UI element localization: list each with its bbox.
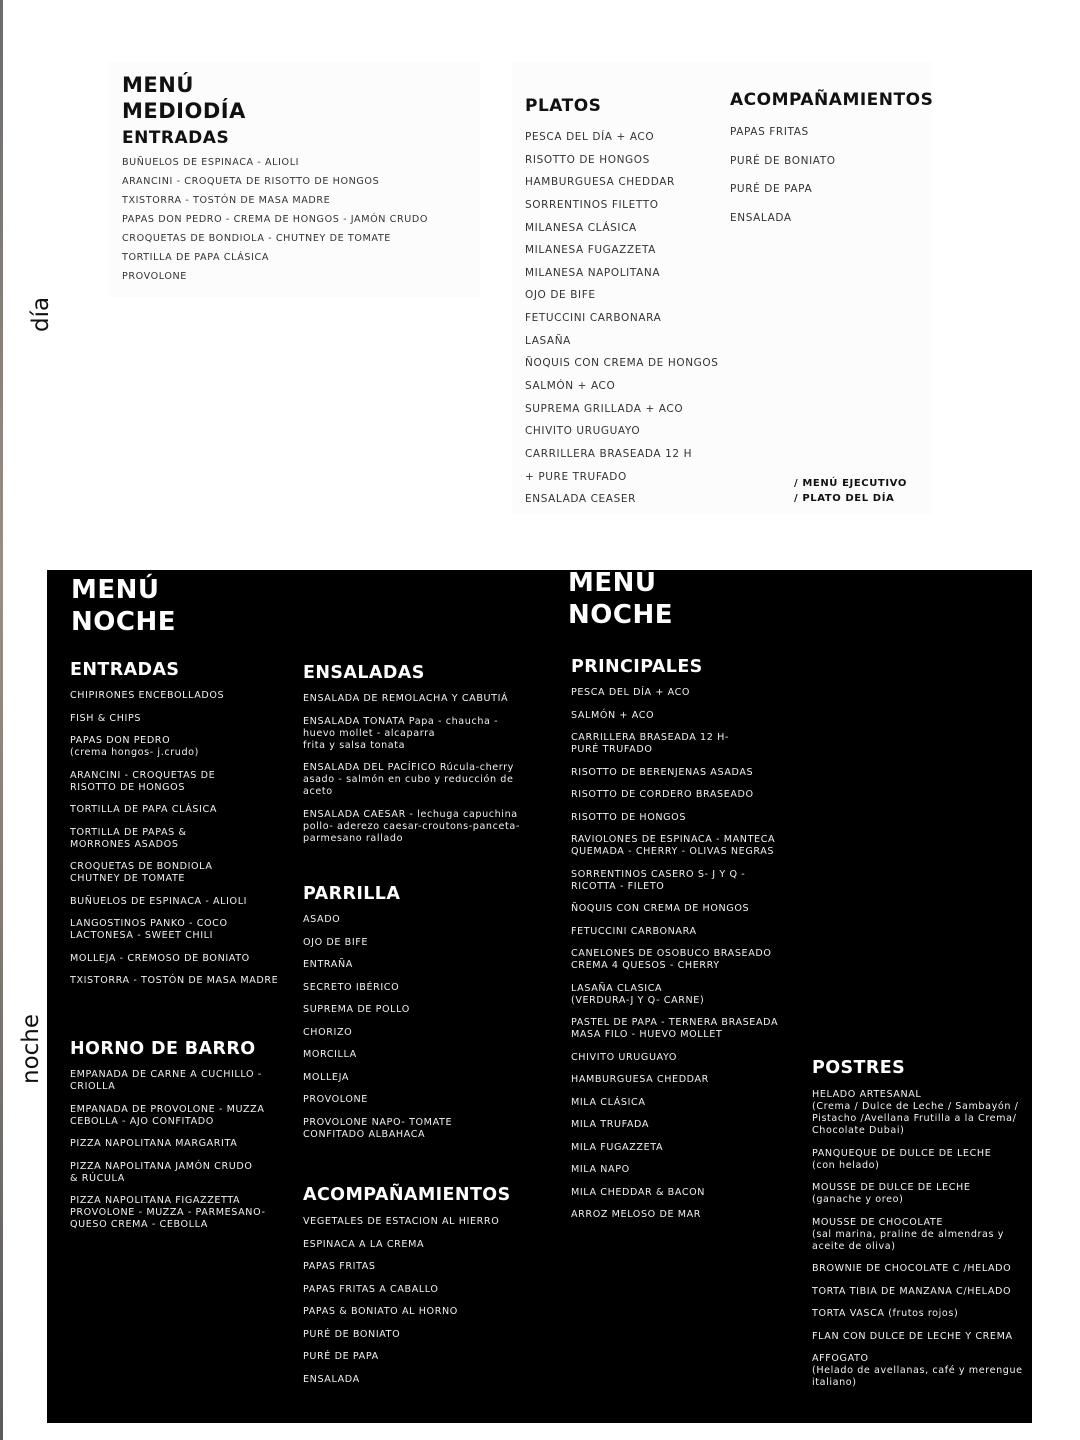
list-item: SALMÓN + ACO: [525, 380, 616, 393]
list-item: PIZZA NAPOLITANA MARGARITA: [70, 1138, 238, 1149]
list-item: MOUSSE DE CHOCOLATE (sal marina, praline de almendras y aceite de oliva): [812, 1216, 1005, 1252]
night-principales-heading: PRINCIPALES: [571, 657, 703, 677]
list-item: ARROZ MELOSO DE MAR: [571, 1209, 702, 1220]
list-item: LASAÑA CLASICA (VERDURA-J Y Q- CARNE): [571, 982, 705, 1006]
list-item: AFFOGATO (Helado de avellanas, café y merengue italiano): [812, 1353, 1023, 1388]
list-item: MOLLEJA - CREMOSO DE BONIATO: [70, 952, 250, 964]
list-item: PAPAS FRITAS: [303, 1261, 376, 1272]
list-item: FETUCCINI CARBONARA: [525, 312, 662, 325]
list-item: LANGOSTINOS PANKO - COCO LACTONESA - SWEET CHILI: [70, 918, 228, 941]
footer-note-dish-of-day: / PLATO DEL DÍA: [794, 493, 895, 504]
night-parrilla-list: [303, 914, 543, 1151]
list-item: PAPAS FRITAS A CABALLO: [303, 1283, 439, 1295]
list-item: ARANCINI - CROQUETA DE RISOTTO DE HONGOS: [122, 176, 380, 187]
list-item: ENTRAÑA: [303, 959, 353, 970]
list-item: PAPAS DON PEDRO - CREMA DE HONGOS - JAMÓN CRUDO: [122, 214, 428, 225]
list-item: PAPAS FRITAS: [730, 126, 809, 138]
list-item: CHORIZO: [303, 1026, 353, 1038]
list-item: MILA CHEDDAR & BACON: [571, 1186, 706, 1198]
list-item: TORTILLA DE PAPA CLÁSICA: [70, 804, 218, 815]
list-item: PAPAS & BONIATO AL HORNO: [303, 1306, 458, 1317]
list-item: ENSALADA: [303, 1373, 360, 1385]
side-label-day: día: [28, 296, 54, 332]
list-item: HELADO ARTESANAL (Crema / Dulce de Leche / Sambayón / Pistacho /Avellana Frutilla a la Crema/ Chocolate Dubai): [812, 1089, 1019, 1136]
list-item: MOUSSE DE DULCE DE LECHE (ganache y oreo): [812, 1182, 971, 1205]
night-menu-title-right: MENÚ NOCHE: [568, 568, 673, 630]
list-item: MOLLEJA: [303, 1071, 350, 1083]
list-item: HAMBURGUESA CHEDDAR: [525, 176, 675, 189]
day-entradas-list: [122, 153, 428, 286]
list-item: CROQUETAS DE BONDIOLA CHUTNEY DE TOMATE: [70, 861, 213, 884]
list-item: ENSALADA TONATA Papa - chaucha - huevo mollet - alcaparra frita y salsa tonata: [303, 715, 499, 751]
list-item: EMPANADA DE CARNE A CUCHILLO - CRIOLLA: [70, 1069, 262, 1092]
list-item: ESPINACA A LA CREMA: [303, 1238, 425, 1250]
list-item: BUÑUELOS DE ESPINACA - ALIOLI: [70, 895, 248, 907]
footer-note-executive: / MENÚ EJECUTIVO: [794, 478, 907, 489]
list-item: PAPAS DON PEDRO (crema hongos- j.crudo): [70, 735, 199, 758]
list-item: PROVOLONE: [122, 271, 187, 282]
list-item: PIZZA NAPOLITANA JAMÓN CRUDO & RÚCULA: [70, 1160, 253, 1184]
list-item: LASAÑA: [525, 334, 571, 347]
list-item: MORCILLA: [303, 1049, 357, 1060]
list-item: PROVOLONE NAPO- TOMATE CONFITADO ALBAHACA: [303, 1116, 453, 1140]
day-menu-title: MENÚ MEDIODÍA: [122, 73, 246, 123]
night-horno-heading: HORNO DE BARRO: [70, 1039, 256, 1059]
night-entradas-list: [70, 690, 290, 998]
list-item: CARRILLERA BRASEADA 12 H: [525, 447, 693, 460]
side-label-night: noche: [18, 1013, 44, 1084]
day-entradas-heading: ENTRADAS: [122, 128, 230, 148]
list-item: FETUCCINI CARBONARA: [571, 925, 697, 937]
list-item: ENSALADA: [730, 211, 792, 224]
list-item: MILANESA FUGAZZETA: [525, 244, 656, 257]
list-item: PURÉ DE PAPA: [303, 1351, 379, 1362]
list-item: CANELONES DE OSOBUCO BRASEADO CREMA 4 QUESOS - CHERRY: [571, 948, 772, 971]
list-item: MILA CLÁSICA: [571, 1096, 646, 1108]
list-item: ASADO: [303, 914, 341, 925]
day-acompanamientos-list: [730, 118, 836, 232]
list-item: PROVOLONE: [303, 1094, 368, 1105]
list-item: SUPREMA GRILLADA + ACO: [525, 402, 684, 415]
list-item: ENSALADA CAESAR - lechuga capuchina pollo- aderezo caesar-croutons-panceta- parmesano rallado: [303, 808, 520, 844]
list-item: RISOTTO DE HONGOS: [571, 811, 687, 823]
list-item: EMPANADA DE PROVOLONE - MUZZA CEBOLLA - AJO CONFITADO: [70, 1103, 265, 1127]
list-item: RISOTTO DE CORDERO BRASEADO: [571, 789, 754, 800]
list-item: OJO DE BIFE: [525, 289, 596, 302]
night-postres-heading: POSTRES: [812, 1058, 906, 1078]
list-item: SALMÓN + ACO: [571, 709, 655, 721]
list-item: PURÉ DE BONIATO: [730, 154, 836, 167]
list-item: MILA FUGAZZETA: [571, 1141, 664, 1153]
list-item: MILANESA NAPOLITANA: [525, 266, 661, 279]
list-item: BUÑUELOS DE ESPINACA - ALIOLI: [122, 157, 300, 168]
night-ensaladas-list: [303, 693, 543, 855]
list-item: RAVIOLONES DE ESPINACA - MANTECA QUEMADA - CHERRY - OLIVAS NEGRAS: [571, 834, 776, 857]
night-acompanamientos-heading: ACOMPAÑAMIENTOS: [303, 1185, 511, 1205]
night-parrilla-heading: PARRILLA: [303, 884, 401, 904]
list-item: CHIPIRONES ENCEBOLLADOS: [70, 690, 225, 701]
night-ensaladas-heading: ENSALADAS: [303, 663, 425, 683]
day-platos-list: [525, 126, 719, 511]
night-entradas-heading: ENTRADAS: [70, 660, 180, 680]
list-item: PURÉ DE PAPA: [730, 183, 813, 195]
list-item: TXISTORRA - TOSTÓN DE MASA MADRE: [70, 975, 279, 986]
list-item: SECRETO IBÉRICO: [303, 981, 400, 993]
list-item: SORRENTINOS FILETTO: [525, 198, 659, 211]
list-item: TXISTORRA - TOSTÓN DE MASA MADRE: [122, 195, 331, 206]
list-item: TORTA TIBIA DE MANZANA C/HELADO: [812, 1285, 1012, 1297]
night-horno-list: [70, 1069, 290, 1242]
list-item: CARRILLERA BRASEADA 12 H- PURÉ TRUFADO: [571, 732, 729, 755]
night-postres-list: [812, 1089, 1028, 1400]
night-principales-list: [571, 687, 801, 1232]
list-item: PASTEL DE PAPA - TERNERA BRASEADA MASA FILO - HUEVO MOLLET: [571, 1017, 779, 1040]
list-item: ENSALADA DEL PACÍFICO Rúcula-cherry asado - salmón en cubo y reducción de aceto: [303, 762, 514, 797]
list-item: ARANCINI - CROQUETAS DE RISOTTO DE HONGOS: [70, 769, 216, 793]
list-item: CHIVITO URUGUAYO: [525, 425, 641, 438]
left-edge-strip: [0, 0, 3, 1440]
list-item: PIZZA NAPOLITANA FIGAZZETTA PROVOLONE - MUZZA - PARMESANO- QUESO CREMA - CEBOLLA: [70, 1195, 266, 1230]
night-menu-title-left: MENÚ NOCHE: [71, 575, 176, 637]
list-item: SORRENTINOS CASERO S- J Y Q - RICOTTA - FILETO: [571, 868, 746, 892]
list-item: OJO DE BIFE: [303, 936, 369, 948]
list-item: PURÉ DE BONIATO: [303, 1328, 401, 1340]
list-item: CROQUETAS DE BONDIOLA - CHUTNEY DE TOMATE: [122, 233, 391, 244]
list-item: VEGETALES DE ESTACION AL HIERRO: [303, 1216, 500, 1227]
list-item: ÑOQUIS CON CREMA DE HONGOS: [525, 357, 719, 370]
list-item: MILANESA CLÁSICA: [525, 221, 637, 234]
list-item: ÑOQUIS CON CREMA DE HONGOS: [571, 903, 750, 914]
list-item: RISOTTO DE BERENJENAS ASADAS: [571, 766, 754, 778]
list-item: RISOTTO DE HONGOS: [525, 153, 650, 166]
list-item: TORTILLA DE PAPA CLÁSICA: [122, 252, 270, 263]
list-item: BROWNIE DE CHOCOLATE C /HELADO: [812, 1263, 1012, 1274]
list-item: FISH & CHIPS: [70, 712, 142, 724]
list-item: ENSALADA CEASER: [525, 493, 636, 506]
list-item: FLAN CON DULCE DE LECHE Y CREMA: [812, 1330, 1013, 1342]
list-item: HAMBURGUESA CHEDDAR: [571, 1074, 709, 1085]
list-item: MILA NAPO: [571, 1164, 630, 1175]
list-item: PANQUEQUE DE DULCE DE LECHE (con helado): [812, 1147, 992, 1171]
list-item: MILA TRUFADA: [571, 1119, 650, 1130]
list-item: SUPREMA DE POLLO: [303, 1004, 410, 1015]
list-item: CHIVITO URUGUAYO: [571, 1051, 678, 1063]
list-item: + PURE TRUFADO: [525, 470, 627, 483]
day-footer-notes: [794, 476, 907, 506]
list-item: ENSALADA DE REMOLACHA Y CABUTIÁ: [303, 693, 509, 704]
list-item: PESCA DEL DÍA + ACO: [571, 687, 691, 698]
day-platos-heading: PLATOS: [525, 96, 602, 116]
night-acompanamientos-list: [303, 1216, 543, 1396]
list-item: TORTILLA DE PAPAS & MORRONES ASADOS: [70, 826, 187, 850]
day-acompanamientos-heading: ACOMPAÑAMIENTOS: [730, 90, 934, 110]
list-item: PESCA DEL DÍA + ACO: [525, 131, 655, 143]
list-item: TORTA VASCA (frutos rojos): [812, 1308, 959, 1319]
